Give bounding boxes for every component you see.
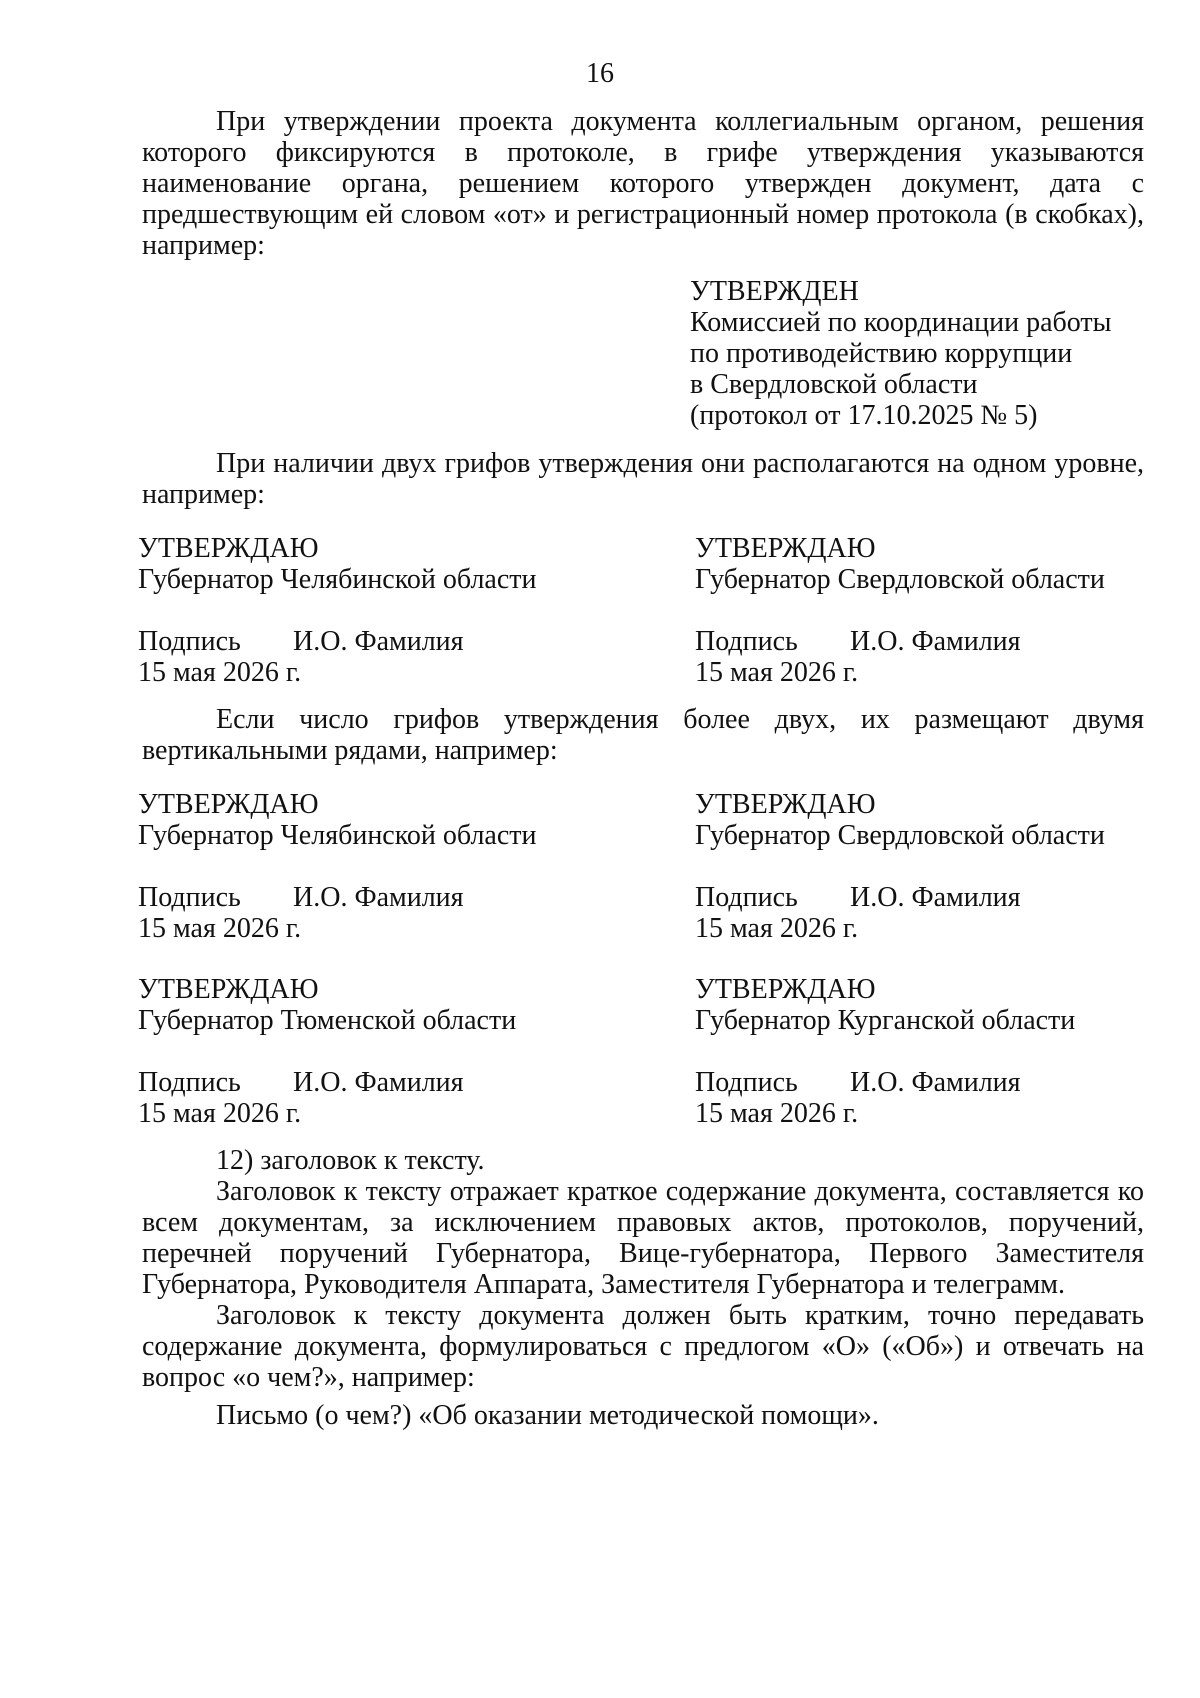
stamp-title: УТВЕРЖДАЮ xyxy=(138,974,319,1005)
signature-label: Подпись xyxy=(138,1067,241,1098)
stamp-date: 15 мая 2026 г. xyxy=(695,913,859,944)
stamp-line: в Свердловской области xyxy=(690,369,978,400)
signature-line xyxy=(138,882,608,913)
signer-name: И.О. Фамилия xyxy=(293,882,464,913)
approval-stamp xyxy=(138,533,608,688)
signature-line xyxy=(695,626,1165,657)
paragraph-approval-collegial: При утверждении проекта документа коллегиальным органом, решения которого фиксируются в протоколе, в грифе утверждения указываются наименование органа, решением которого утвержден документ, дата с предшествующим ей словом «от» и регистрационный номер протокола (в скобках), например: xyxy=(142,106,1144,261)
example-letter: Письмо (о чем?) «Об оказании методической помощи». xyxy=(216,1400,879,1431)
signer-name: И.О. Фамилия xyxy=(850,882,1021,913)
signature-label: Подпись xyxy=(695,882,798,913)
signer-name: И.О. Фамилия xyxy=(850,1067,1021,1098)
stamp-title: УТВЕРЖДАЮ xyxy=(138,533,319,564)
paragraph-more-stamps: Если число грифов утверждения более двух, их размещают двумя вертикальными рядами, например: xyxy=(142,704,1144,766)
stamp-org: Губернатор Тюменской области xyxy=(138,1005,517,1036)
signature-label: Подпись xyxy=(695,626,798,657)
stamp-org: Губернатор Челябинской области xyxy=(138,820,537,851)
stamp-org: Губернатор Свердловской области xyxy=(695,820,1105,851)
approval-stamp xyxy=(695,974,1165,1129)
signer-name: И.О. Фамилия xyxy=(293,626,464,657)
stamp-title: УТВЕРЖДАЮ xyxy=(138,789,319,820)
signature-line xyxy=(138,1067,608,1098)
approval-stamp xyxy=(138,789,608,944)
paragraph-title-requirements: Заголовок к тексту документа должен быть кратким, точно передавать содержание документа, формулироваться с предлогом «О» («Об») и отвечать на вопрос «о чем?», например: xyxy=(142,1300,1144,1393)
approval-stamp xyxy=(695,533,1165,688)
signature-label: Подпись xyxy=(138,882,241,913)
stamp-date: 15 мая 2026 г. xyxy=(695,1098,859,1129)
approval-stamp xyxy=(138,974,608,1129)
stamp-title: УТВЕРЖДАЮ xyxy=(695,533,876,564)
stamp-org: Губернатор Курганской области xyxy=(695,1005,1076,1036)
stamp-title: УТВЕРЖДАЮ xyxy=(695,974,876,1005)
stamp-line: (протокол от 17.10.2025 № 5) xyxy=(690,400,1038,431)
stamp-org: Губернатор Челябинской области xyxy=(138,564,537,595)
signature-line xyxy=(695,1067,1165,1098)
stamp-line: Комиссией по координации работы xyxy=(690,307,1112,338)
stamp-line: по противодействию коррупции xyxy=(690,338,1073,369)
stamp-title: УТВЕРЖДЕН xyxy=(690,276,859,307)
page-number: 16 xyxy=(586,58,614,89)
approval-stamp-commission xyxy=(690,276,1160,431)
signer-name: И.О. Фамилия xyxy=(293,1067,464,1098)
signature-label: Подпись xyxy=(695,1067,798,1098)
signature-line xyxy=(695,882,1165,913)
approval-stamp xyxy=(695,789,1165,944)
stamp-date: 15 мая 2026 г. xyxy=(138,913,302,944)
paragraph-two-stamps: При наличии двух грифов утверждения они располагаются на одном уровне, например: xyxy=(142,448,1144,510)
item-12-heading: 12) заголовок к тексту. xyxy=(216,1145,485,1176)
signature-line xyxy=(138,626,608,657)
signer-name: И.О. Фамилия xyxy=(850,626,1021,657)
stamp-date: 15 мая 2026 г. xyxy=(695,657,859,688)
paragraph-title-description: Заголовок к тексту отражает краткое содержание документа, составляется ко всем документам, за исключением правовых актов, протоколов, поручений, перечней поручений Губернатора, Вице-губернатора, Первого Заместителя Губернатора, Руководителя Аппарата, Заместителя Губернатора и телеграмм. xyxy=(142,1176,1144,1300)
stamp-title: УТВЕРЖДАЮ xyxy=(695,789,876,820)
stamp-org: Губернатор Свердловской области xyxy=(695,564,1105,595)
stamp-date: 15 мая 2026 г. xyxy=(138,657,302,688)
signature-label: Подпись xyxy=(138,626,241,657)
stamp-date: 15 мая 2026 г. xyxy=(138,1098,302,1129)
